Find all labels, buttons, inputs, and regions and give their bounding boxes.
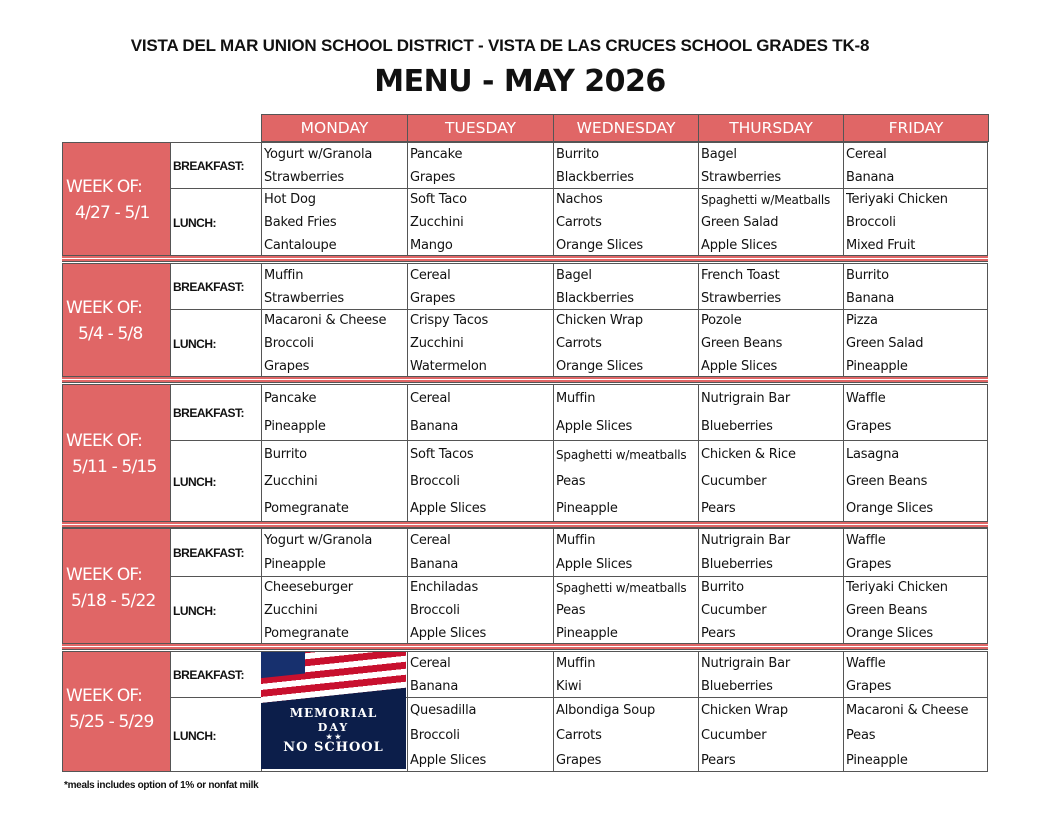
breakfast-item-wednesday: Blackberries — [556, 169, 634, 185]
milk-footnote: *meals includes option of 1% or nonfat milk — [64, 780, 259, 791]
grid-line — [553, 264, 554, 376]
week-label — [63, 264, 170, 376]
stars-decoration: ★ ★ — [326, 732, 341, 741]
week-block — [62, 263, 988, 377]
lunch-item-tuesday: Apple Slices — [410, 625, 487, 641]
lunch-item-thursday: Pears — [701, 501, 736, 517]
breakfast-item-wednesday: Blackberries — [556, 290, 634, 306]
lunch-item-monday: Cheeseburger — [264, 580, 353, 596]
grid-line — [843, 264, 844, 376]
grid-line — [407, 143, 408, 255]
breakfast-item-wednesday: Burrito — [556, 146, 599, 162]
grid-line — [170, 143, 171, 255]
breakfast-item-friday: Grapes — [846, 419, 892, 434]
breakfast-item-thursday: Blueberries — [701, 678, 773, 694]
breakfast-item-monday: Strawberries — [264, 290, 344, 306]
lunch-item-friday: Pineapple — [846, 358, 908, 374]
breakfast-item-wednesday: Bagel — [556, 267, 592, 283]
lunch-item-tuesday: Quesadilla — [410, 702, 477, 718]
breakfast-item-friday: Banana — [846, 290, 895, 306]
no-school-text: NO SCHOOL — [283, 740, 384, 755]
breakfast-item-thursday: French Toast — [701, 267, 780, 283]
breakfast-item-monday: Pineapple — [264, 419, 326, 434]
lunch-item-wednesday: Carrots — [556, 336, 602, 351]
breakfast-item-friday: Waffle — [846, 391, 886, 406]
breakfast-item-thursday: Bagel — [701, 146, 737, 162]
lunch-item-friday: Orange Slices — [846, 625, 933, 641]
grid-line — [843, 385, 844, 521]
week-block — [62, 142, 988, 256]
week-date-range: 5/18 - 5/22 — [71, 591, 156, 611]
lunch-item-wednesday: Orange Slices — [556, 358, 643, 374]
breakfast-item-monday: Yogurt w/Granola — [264, 533, 373, 548]
lunch-item-thursday: Green Salad — [701, 215, 779, 230]
lunch-item-tuesday: Watermelon — [410, 358, 487, 374]
grid-line — [407, 264, 408, 376]
breakfast-item-friday: Waffle — [846, 533, 886, 548]
lunch-item-tuesday: Broccoli — [410, 474, 460, 489]
breakfast-item-tuesday: Banana — [410, 557, 459, 572]
lunch-label: LUNCH: — [173, 604, 216, 618]
breakfast-item-tuesday: Banana — [410, 419, 459, 434]
day-header-friday: FRIDAY — [843, 114, 989, 142]
grid-line — [170, 309, 987, 310]
breakfast-item-thursday: Strawberries — [701, 169, 781, 185]
lunch-item-friday: Lasagna — [846, 446, 900, 462]
grid-line — [843, 652, 844, 771]
lunch-item-wednesday: Grapes — [556, 752, 602, 768]
breakfast-label: BREAKFAST: — [173, 280, 245, 294]
lunch-item-thursday: Cucumber — [701, 474, 767, 489]
breakfast-item-tuesday: Cereal — [410, 391, 451, 406]
breakfast-item-thursday: Strawberries — [701, 290, 781, 306]
grid-line — [553, 143, 554, 255]
lunch-item-thursday: Chicken Wrap — [701, 702, 788, 718]
grid-line — [698, 143, 699, 255]
lunch-item-wednesday: Carrots — [556, 215, 602, 230]
day-header-tuesday: TUESDAY — [407, 114, 554, 142]
lunch-item-tuesday: Soft Tacos — [410, 446, 474, 462]
breakfast-item-wednesday: Kiwi — [556, 678, 582, 694]
grid-line — [553, 385, 554, 521]
week-label — [63, 529, 170, 643]
lunch-item-thursday: Pears — [701, 625, 736, 641]
week-of-label: WEEK OF: — [66, 431, 143, 451]
grid-line — [170, 385, 171, 521]
lunch-item-wednesday: Albondiga Soup — [556, 702, 656, 718]
lunch-item-friday: Mixed Fruit — [846, 237, 916, 253]
week-label — [63, 385, 170, 521]
week-date-range: 5/25 - 5/29 — [69, 712, 154, 732]
breakfast-item-tuesday: Pancake — [410, 146, 463, 162]
grid-line — [553, 652, 554, 771]
grid-line — [170, 440, 987, 441]
week-of-label: WEEK OF: — [66, 177, 143, 197]
lunch-item-friday: Teriyaki Chicken — [846, 580, 948, 596]
breakfast-item-thursday: Nutrigrain Bar — [701, 391, 790, 406]
grid-line — [261, 264, 262, 376]
lunch-item-thursday: Spaghetti w/Meatballs — [701, 193, 831, 208]
week-separator — [62, 376, 988, 383]
week-label — [63, 652, 170, 771]
lunch-item-thursday: Apple Slices — [701, 237, 778, 253]
breakfast-label: BREAKFAST: — [173, 406, 245, 420]
lunch-item-thursday: Pozole — [701, 313, 742, 329]
lunch-item-monday: Burrito — [264, 446, 307, 462]
grid-line — [170, 652, 171, 771]
breakfast-item-tuesday: Grapes — [410, 290, 456, 306]
breakfast-item-friday: Burrito — [846, 267, 889, 283]
lunch-label: LUNCH: — [173, 475, 216, 489]
day-header-wednesday: WEDNESDAY — [553, 114, 699, 142]
day-text: DAY — [317, 721, 350, 734]
breakfast-label: BREAKFAST: — [173, 668, 245, 682]
breakfast-item-wednesday: Apple Slices — [556, 557, 633, 572]
lunch-item-wednesday: Peas — [556, 603, 586, 618]
lunch-item-friday: Peas — [846, 727, 876, 743]
breakfast-item-monday: Pancake — [264, 391, 317, 406]
grid-line — [698, 529, 699, 643]
breakfast-item-friday: Waffle — [846, 655, 886, 671]
lunch-item-monday: Macaroni & Cheese — [264, 313, 387, 329]
breakfast-item-wednesday: Muffin — [556, 391, 596, 406]
day-header-thursday: THURSDAY — [698, 114, 844, 142]
breakfast-item-wednesday: Muffin — [556, 655, 596, 671]
memorial-text: MEMORIAL — [289, 706, 378, 720]
breakfast-item-tuesday: Cereal — [410, 267, 451, 283]
lunch-item-friday: Green Beans — [846, 603, 928, 618]
lunch-item-wednesday: Pineapple — [556, 501, 618, 517]
week-block — [62, 651, 988, 772]
breakfast-item-monday: Strawberries — [264, 169, 344, 185]
breakfast-label: BREAKFAST: — [173, 546, 245, 560]
lunch-item-friday: Pineapple — [846, 752, 908, 768]
grid-line — [170, 188, 987, 189]
lunch-item-thursday: Burrito — [701, 580, 744, 596]
lunch-item-monday: Pomegranate — [264, 501, 349, 517]
week-date-range: 5/4 - 5/8 — [78, 324, 143, 344]
breakfast-item-tuesday: Banana — [410, 678, 459, 694]
week-separator — [62, 255, 988, 262]
week-block — [62, 384, 988, 522]
lunch-item-tuesday: Apple Slices — [410, 752, 487, 768]
lunch-item-wednesday: Peas — [556, 474, 586, 489]
breakfast-item-thursday: Nutrigrain Bar — [701, 655, 790, 671]
grid-line — [843, 529, 844, 643]
lunch-item-monday: Pomegranate — [264, 625, 349, 641]
grid-line — [843, 143, 844, 255]
lunch-item-friday: Orange Slices — [846, 501, 933, 517]
week-of-label: WEEK OF: — [66, 686, 143, 706]
breakfast-item-monday: Yogurt w/Granola — [264, 146, 373, 162]
grid-line — [698, 264, 699, 376]
breakfast-item-friday: Banana — [846, 169, 895, 185]
grid-line — [170, 264, 171, 376]
week-date-range: 4/27 - 5/1 — [75, 203, 150, 223]
lunch-item-tuesday: Soft Taco — [410, 192, 467, 208]
menu-title: MENU - MAY 2026 — [374, 64, 666, 99]
lunch-item-monday: Zucchini — [264, 474, 318, 489]
week-of-label: WEEK OF: — [66, 565, 143, 585]
breakfast-item-wednesday: Muffin — [556, 533, 596, 548]
breakfast-item-friday: Grapes — [846, 557, 892, 572]
grid-line — [698, 652, 699, 771]
lunch-item-wednesday: Spaghetti w/meatballs — [556, 581, 687, 596]
lunch-item-tuesday: Apple Slices — [410, 501, 487, 517]
lunch-item-wednesday: Nachos — [556, 192, 603, 208]
lunch-item-wednesday: Chicken Wrap — [556, 313, 643, 329]
grid-line — [407, 529, 408, 643]
lunch-item-thursday: Cucumber — [701, 603, 767, 618]
breakfast-item-monday: Pineapple — [264, 557, 326, 572]
lunch-item-tuesday: Mango — [410, 237, 453, 253]
lunch-item-friday: Broccoli — [846, 215, 896, 230]
lunch-item-friday: Green Beans — [846, 474, 928, 489]
lunch-item-tuesday: Zucchini — [410, 215, 464, 230]
grid-line — [261, 529, 262, 643]
week-block — [62, 528, 988, 644]
breakfast-item-friday: Grapes — [846, 678, 892, 694]
lunch-item-tuesday: Broccoli — [410, 727, 460, 743]
district-title: VISTA DEL MAR UNION SCHOOL DISTRICT - VISTA DE LAS CRUCES SCHOOL GRADES TK-8 — [130, 36, 870, 55]
grid-line — [170, 529, 171, 643]
lunch-item-tuesday: Broccoli — [410, 603, 460, 618]
lunch-item-wednesday: Carrots — [556, 727, 602, 743]
week-label — [63, 143, 170, 255]
breakfast-item-thursday: Nutrigrain Bar — [701, 533, 790, 548]
lunch-item-thursday: Cucumber — [701, 727, 767, 743]
breakfast-item-monday: Muffin — [264, 267, 304, 283]
lunch-item-wednesday: Orange Slices — [556, 237, 643, 253]
breakfast-item-tuesday: Cereal — [410, 533, 451, 548]
lunch-item-monday: Zucchini — [264, 603, 318, 618]
breakfast-item-tuesday: Grapes — [410, 169, 456, 185]
week-date-range: 5/11 - 5/15 — [72, 457, 157, 477]
lunch-item-friday: Macaroni & Cheese — [846, 702, 969, 718]
lunch-item-monday: Cantaloupe — [264, 237, 337, 253]
lunch-item-tuesday: Crispy Tacos — [410, 313, 489, 329]
lunch-item-thursday: Pears — [701, 752, 736, 768]
grid-line — [553, 529, 554, 643]
lunch-item-friday: Pizza — [846, 313, 878, 329]
lunch-item-thursday: Apple Slices — [701, 358, 778, 374]
grid-line — [261, 385, 262, 521]
week-separator — [62, 521, 988, 528]
week-separator — [62, 643, 988, 650]
grid-line — [407, 652, 408, 771]
breakfast-item-thursday: Blueberries — [701, 419, 773, 434]
lunch-item-monday: Grapes — [264, 358, 310, 374]
breakfast-item-tuesday: Cereal — [410, 655, 451, 671]
grid-line — [698, 385, 699, 521]
lunch-item-thursday: Chicken & Rice — [701, 446, 796, 462]
lunch-item-friday: Teriyaki Chicken — [846, 192, 948, 208]
breakfast-item-friday: Cereal — [846, 146, 887, 162]
breakfast-item-wednesday: Apple Slices — [556, 419, 633, 434]
lunch-item-wednesday: Spaghetti w/meatballs — [556, 447, 687, 462]
lunch-item-monday: Baked Fries — [264, 215, 337, 230]
lunch-item-wednesday: Pineapple — [556, 625, 618, 641]
week-of-label: WEEK OF: — [66, 298, 143, 318]
grid-line — [170, 576, 987, 577]
lunch-label: LUNCH: — [173, 728, 216, 743]
lunch-label: LUNCH: — [173, 216, 216, 230]
lunch-item-tuesday: Zucchini — [410, 336, 464, 351]
lunch-item-thursday: Green Beans — [701, 336, 783, 351]
breakfast-label: BREAKFAST: — [173, 159, 245, 173]
day-header-monday: MONDAY — [261, 114, 408, 142]
lunch-item-monday: Hot Dog — [264, 192, 316, 208]
breakfast-item-thursday: Blueberries — [701, 557, 773, 572]
grid-line — [407, 385, 408, 521]
lunch-item-monday: Broccoli — [264, 336, 314, 351]
lunch-label: LUNCH: — [173, 337, 216, 351]
memorial-day-image — [261, 652, 406, 769]
grid-line — [261, 143, 262, 255]
lunch-item-friday: Green Salad — [846, 336, 924, 351]
lunch-item-tuesday: Enchiladas — [410, 580, 479, 596]
